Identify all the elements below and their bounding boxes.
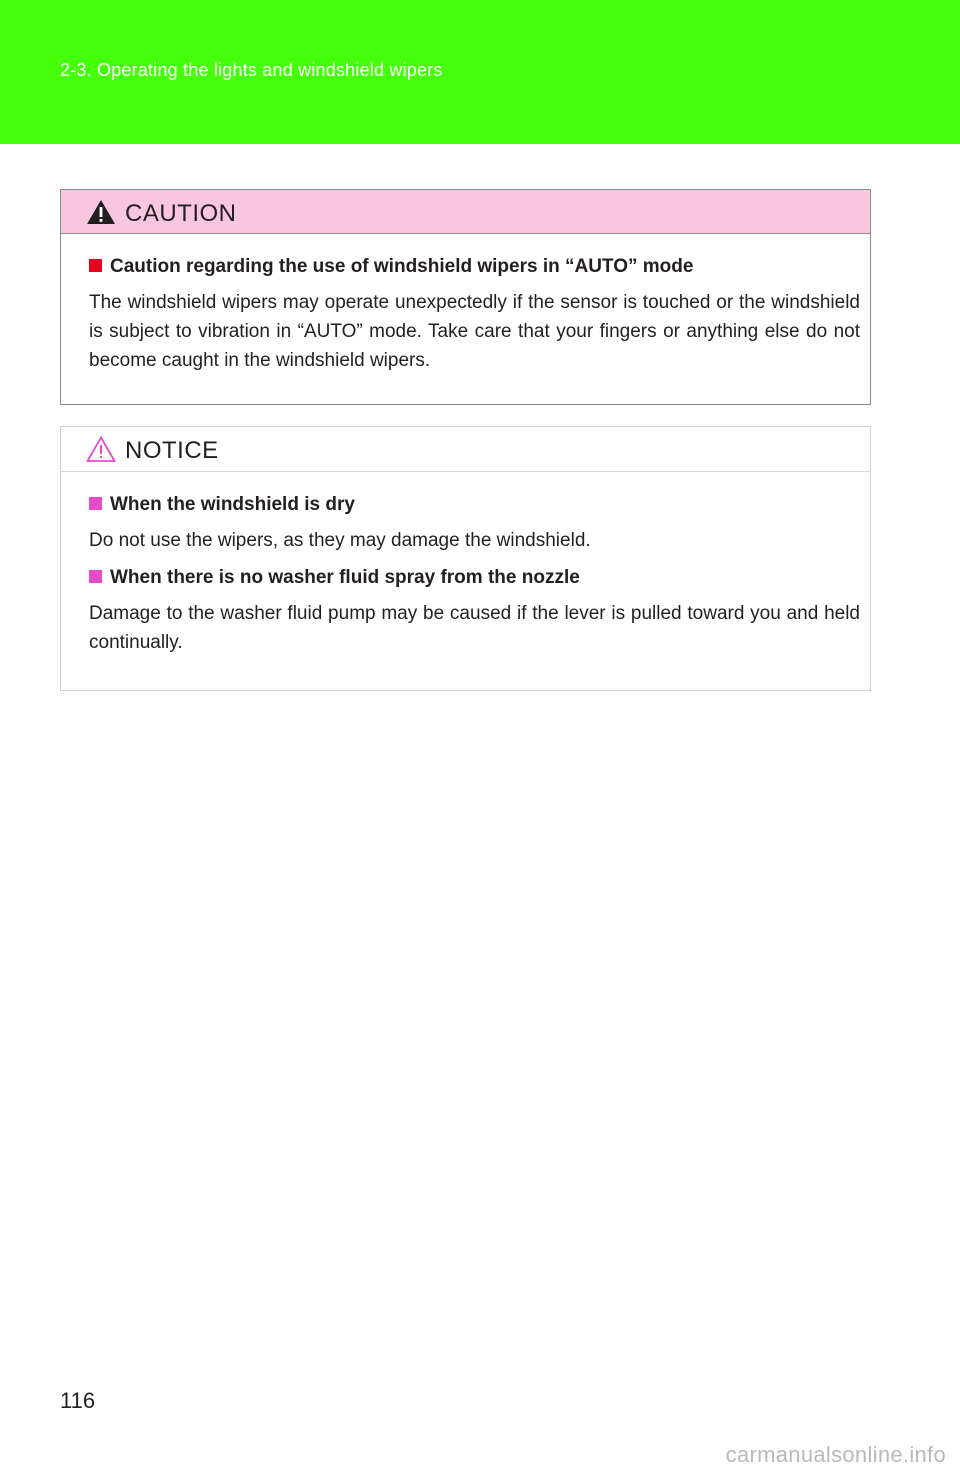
notice-label: NOTICE [125, 437, 219, 464]
notice-item-heading-text: When the windshield is dry [110, 494, 355, 515]
header-band [0, 0, 960, 144]
notice-items [61, 472, 870, 657]
caution-bullet [89, 259, 102, 272]
caution-item-body: The windshield wipers may operate unexpectedly if the sensor is touched or the windshield is subject to vibration in “AUTO” mode. Take care that your fingers or anything else do not become caught in the windshield wipers. [89, 292, 860, 371]
notice-item-body: Do not use the wipers, as they may damage the windshield. [89, 530, 591, 551]
section-title: 2-3. Operating the lights and windshield wipers [60, 60, 443, 80]
notice-item-heading-text: When there is no washer fluid spray from the nozzle [110, 567, 580, 588]
caution-item-heading-text: Caution regarding the use of windshield wipers in “AUTO” mode [110, 256, 694, 277]
page-number: 116 [60, 1388, 96, 1413]
notice-item-body: Damage to the washer fluid pump may be caused if the lever is pulled toward you and held continually. [89, 603, 860, 653]
caution-header [61, 190, 870, 234]
notice-warning-icon [85, 435, 117, 463]
caution-label: CAUTION [125, 200, 237, 227]
notice-bullet [89, 497, 102, 510]
notice-item-heading [89, 565, 860, 591]
notice-bullet [89, 570, 102, 583]
notice-item-heading [89, 492, 860, 518]
notice-header [61, 427, 870, 472]
caution-box [60, 189, 871, 405]
caution-items [61, 234, 870, 375]
notice-box [60, 426, 871, 691]
warning-icon [85, 198, 117, 226]
caution-item-heading [89, 254, 860, 280]
watermark: carmanualsonline.info [725, 1442, 946, 1467]
